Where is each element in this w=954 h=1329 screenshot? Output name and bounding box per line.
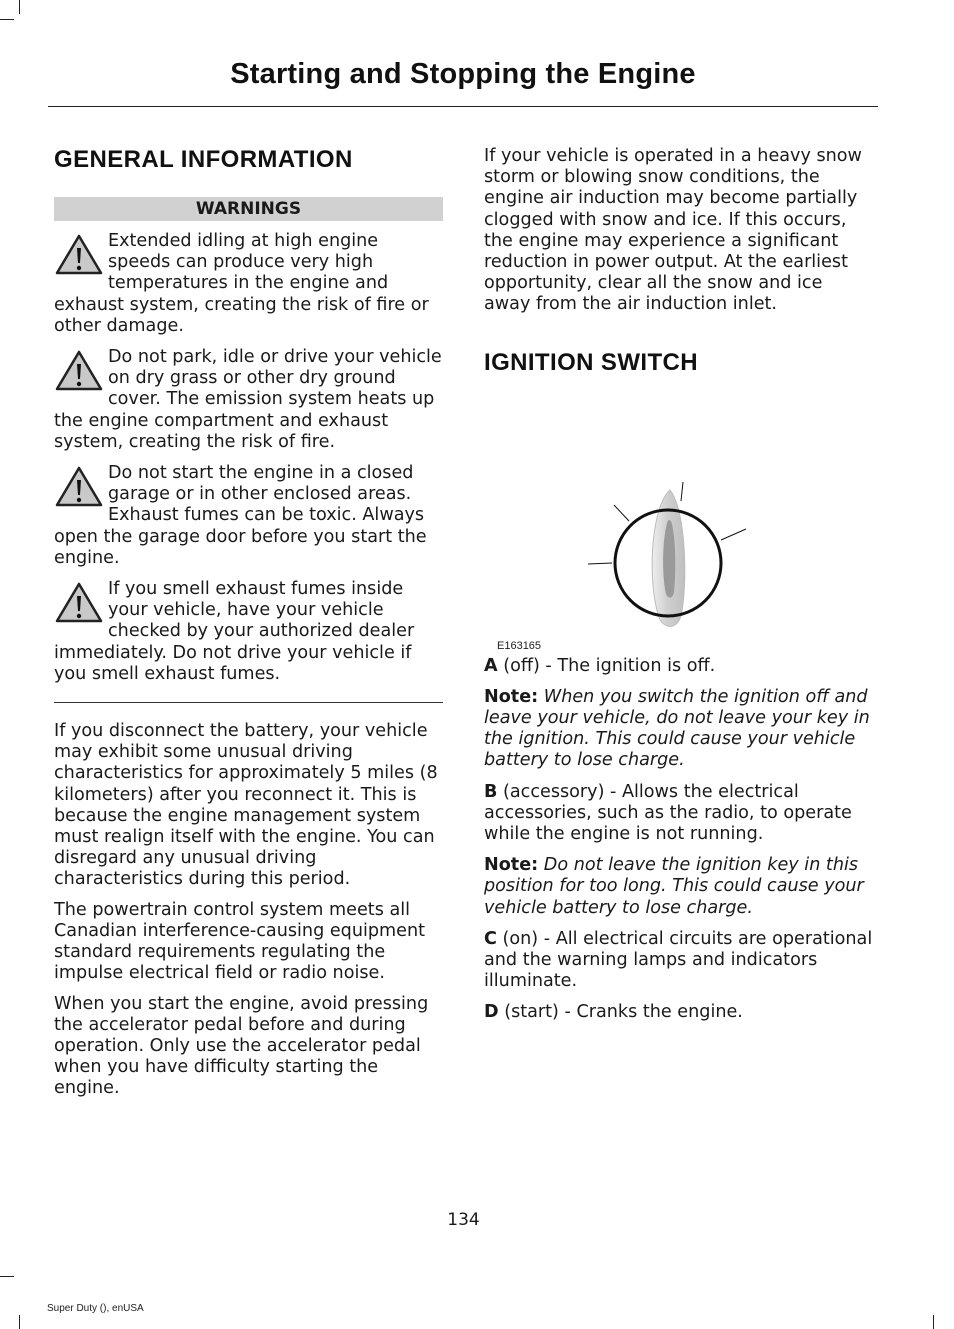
warning-item	[54, 579, 443, 685]
warning-text: Do not start the engine in a closed garage or in other enclosed areas. Exhaust fumes can be toxic. Always open the garage door before you start the engine.	[54, 463, 427, 568]
note-b: Note: Do not leave the ignition key in this position for too long. This could cause your vehicle battery to lose charge.	[484, 855, 864, 918]
warning-item	[54, 231, 443, 337]
position-d: D (start) - Cranks the engine.	[484, 1002, 743, 1023]
crop-mark	[19, 1315, 20, 1329]
header-rule	[48, 106, 878, 107]
warning-triangle-icon	[54, 581, 104, 625]
figure-id: E163165	[497, 639, 542, 652]
ignition-switch-heading: IGNITION SWITCH	[484, 348, 698, 376]
body-paragraph: The powertrain control system meets all Canadian interference-causing equipment standard requirements regulating the impulse electrical field or radio noise.	[54, 899, 426, 984]
body-paragraph: When you start the engine, avoid pressing the accelerator pedal before and during operation. Only use the accelerator pedal when you have difficulty starting the engine.	[54, 993, 429, 1099]
crop-mark	[0, 19, 14, 20]
section-divider	[54, 702, 443, 703]
ignition-diagram	[484, 398, 873, 656]
warning-triangle-icon	[54, 233, 104, 277]
warning-triangle-icon	[54, 349, 104, 393]
warning-item	[54, 463, 443, 569]
note-a: Note: When you switch the ignition off and leave your vehicle, do not leave your key in the ignition. This could cause your vehicle battery to lose charge.	[484, 686, 870, 771]
crop-mark	[0, 1276, 14, 1277]
warning-triangle-icon	[54, 465, 104, 509]
ignition-switch-illustration	[484, 398, 873, 638]
document-label: Super Duty (), enUSA	[47, 1303, 144, 1314]
left-column	[54, 145, 443, 1109]
body-paragraph: If you disconnect the battery, your vehicle may exhibit some unusual driving characteristics for approximately 5 miles (8 kilometers) after you reconnect it. This is because the engine management system must realign itself with the engine. You can disregard any unusual driving characteristics during this period.	[54, 721, 438, 890]
crop-mark	[933, 1315, 934, 1329]
crop-mark	[19, 0, 20, 14]
right-column	[484, 146, 873, 1034]
general-information-heading: GENERAL INFORMATION	[54, 146, 353, 173]
warning-text: Extended idling at high engine speeds can produce very high temperatures in the engine and exhaust system, creating the risk of fire or other damage.	[54, 231, 429, 336]
page-number: 134	[447, 1210, 480, 1230]
warning-item	[54, 347, 443, 453]
warnings-label: WARNINGS	[54, 197, 443, 221]
page-title: Starting and Stopping the Engine	[230, 58, 696, 90]
position-c: C (on) - All electrical circuits are operational and the warning lamps and indicators illuminate.	[484, 928, 873, 992]
warning-text: If you smell exhaust fumes inside your vehicle, have your vehicle checked by your authorized dealer immediately. Do not drive your vehicle if you smell exhaust fumes.	[54, 579, 415, 684]
position-b: B (accessory) - Allows the electrical accessories, such as the radio, to operate while the engine is not running.	[484, 781, 852, 845]
snow-paragraph: If your vehicle is operated in a heavy snow storm or blowing snow conditions, the engine air induction may become partially clogged with snow and ice. If this occurs, the engine may experience a significant reduction in power output. At the earliest opportunity, clear all the snow and ice away from the air induction inlet.	[484, 146, 862, 315]
position-a: A (off) - The ignition is off.	[484, 655, 716, 676]
warning-text: Do not park, idle or drive your vehicle on dry grass or other dry ground cover. The emission system heats up the engine compartment and exhaust system, creating the risk of fire.	[54, 347, 442, 452]
